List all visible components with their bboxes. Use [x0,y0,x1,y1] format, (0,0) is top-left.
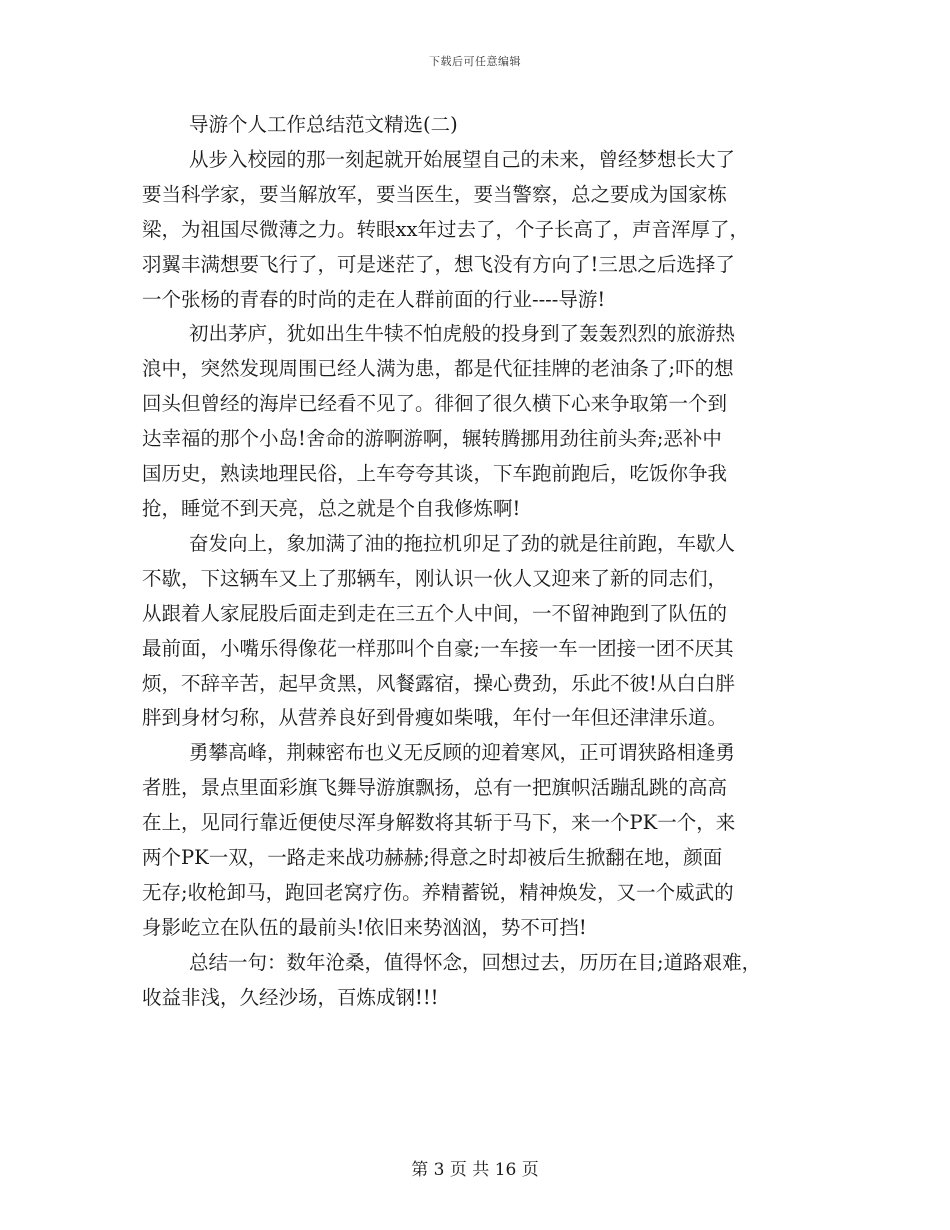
paragraph-line: 两个PK一双，一路走来战功赫赫;得意之时却被后生掀翻在地，颜面 [142,846,723,870]
paragraph-line: 奋发向上，象加满了油的拖拉机卯足了劲的就是往前跑，车歇人 [189,531,736,555]
paragraph-line: 达幸福的那个小岛!舍命的游啊游啊，辗转腾挪用劲往前头奔;恶补中 [142,427,722,451]
paragraph [142,946,822,1016]
document-title: 导游个人工作总结范文精选(二) [189,113,458,136]
paragraph-line: 不歇，下这辆车又上了那辆车，刚认识一伙人又迎来了新的同志们， [142,566,728,590]
paragraph-line: 在上，见同行靠近便使尽浑身解数将其斩于马下，来一个PK一个，来 [142,811,736,835]
paragraph-line: 身影屹立在队伍的最前头!依旧来势汹汹，势不可挡! [142,915,587,939]
paragraph-line: 初出茅庐，犹如出生牛犊不怕虎般的投身到了轰轰烈烈的旅游热 [189,322,736,346]
paragraph [142,317,822,526]
paragraph [142,527,822,736]
paragraph [142,736,822,945]
paragraph-line: 胖到身材匀称，从营养良好到骨瘦如柴哦，年付一年但还津津乐道。 [142,706,728,730]
page-header-note: 下载后可任意编辑 [429,55,521,68]
paragraph-line: 一个张杨的青春的时尚的走在人群前面的行业----导游! [142,287,606,311]
paragraph-line: 抢，睡觉不到天亮，总之就是个自我修炼啊! [142,496,521,520]
paragraph-line: 收益非浅，久经沙场，百炼成钢!!! [142,985,439,1009]
paragraph-line: 无存;收枪卸马，跑回老窝疗伤。养精蓄锐，精神焕发，又一个威武的 [142,880,734,904]
paragraph-line: 者胜，景点里面彩旗飞舞导游旗飘扬，总有一把旗帜活蹦乱跳的高高 [142,776,728,800]
paragraph-line: 从跟着人家屁股后面走到走在三五个人中间，一不留神跑到了队伍的 [142,601,728,625]
paragraph [142,143,822,318]
paragraph-line: 从步入校园的那一刻起就开始展望自己的未来，曾经梦想长大了 [189,147,736,171]
paragraph-line: 回头但曾经的海岸已经看不见了。徘徊了很久横下心来争取第一个到 [142,392,728,416]
page-number-footer: 第 3 页 共 16 页 [411,1160,539,1180]
paragraph-line: 浪中，突然发现周围已经人满为患，都是代征挂牌的老油条了;吓的想 [142,357,734,381]
paragraph-line: 勇攀高峰，荆棘密布也义无反顾的迎着寒风，正可谓狭路相逢勇 [189,741,736,765]
paragraph-line: 梁，为祖国尽微薄之力。转眼xx年过去了，个子长高了，声音浑厚了， [142,217,749,241]
paragraph-line: 羽翼丰满想要飞行了，可是迷茫了，想飞没有方向了!三思之后选择了 [142,252,735,276]
paragraph-line: 烦，不辞辛苦，起早贪黑，风餐露宿，操心费劲，乐此不彼!从白白胖 [142,671,735,695]
paragraph-list [142,143,822,1016]
paragraph-line: 总结一句：数年沧桑，值得怀念，回想过去，历历在目;道路艰难， [189,950,762,974]
document-body [142,108,822,1016]
paragraph-line: 要当科学家，要当解放军，要当医生，要当警察，总之要成为国家栋 [142,182,728,206]
paragraph-line: 国历史，熟读地理民俗，上车夸夸其谈，下车跑前跑后，吃饭你争我 [142,462,728,486]
paragraph-line: 最前面，小嘴乐得像花一样那叫个自豪;一车接一车一团接一团不厌其 [142,636,734,660]
